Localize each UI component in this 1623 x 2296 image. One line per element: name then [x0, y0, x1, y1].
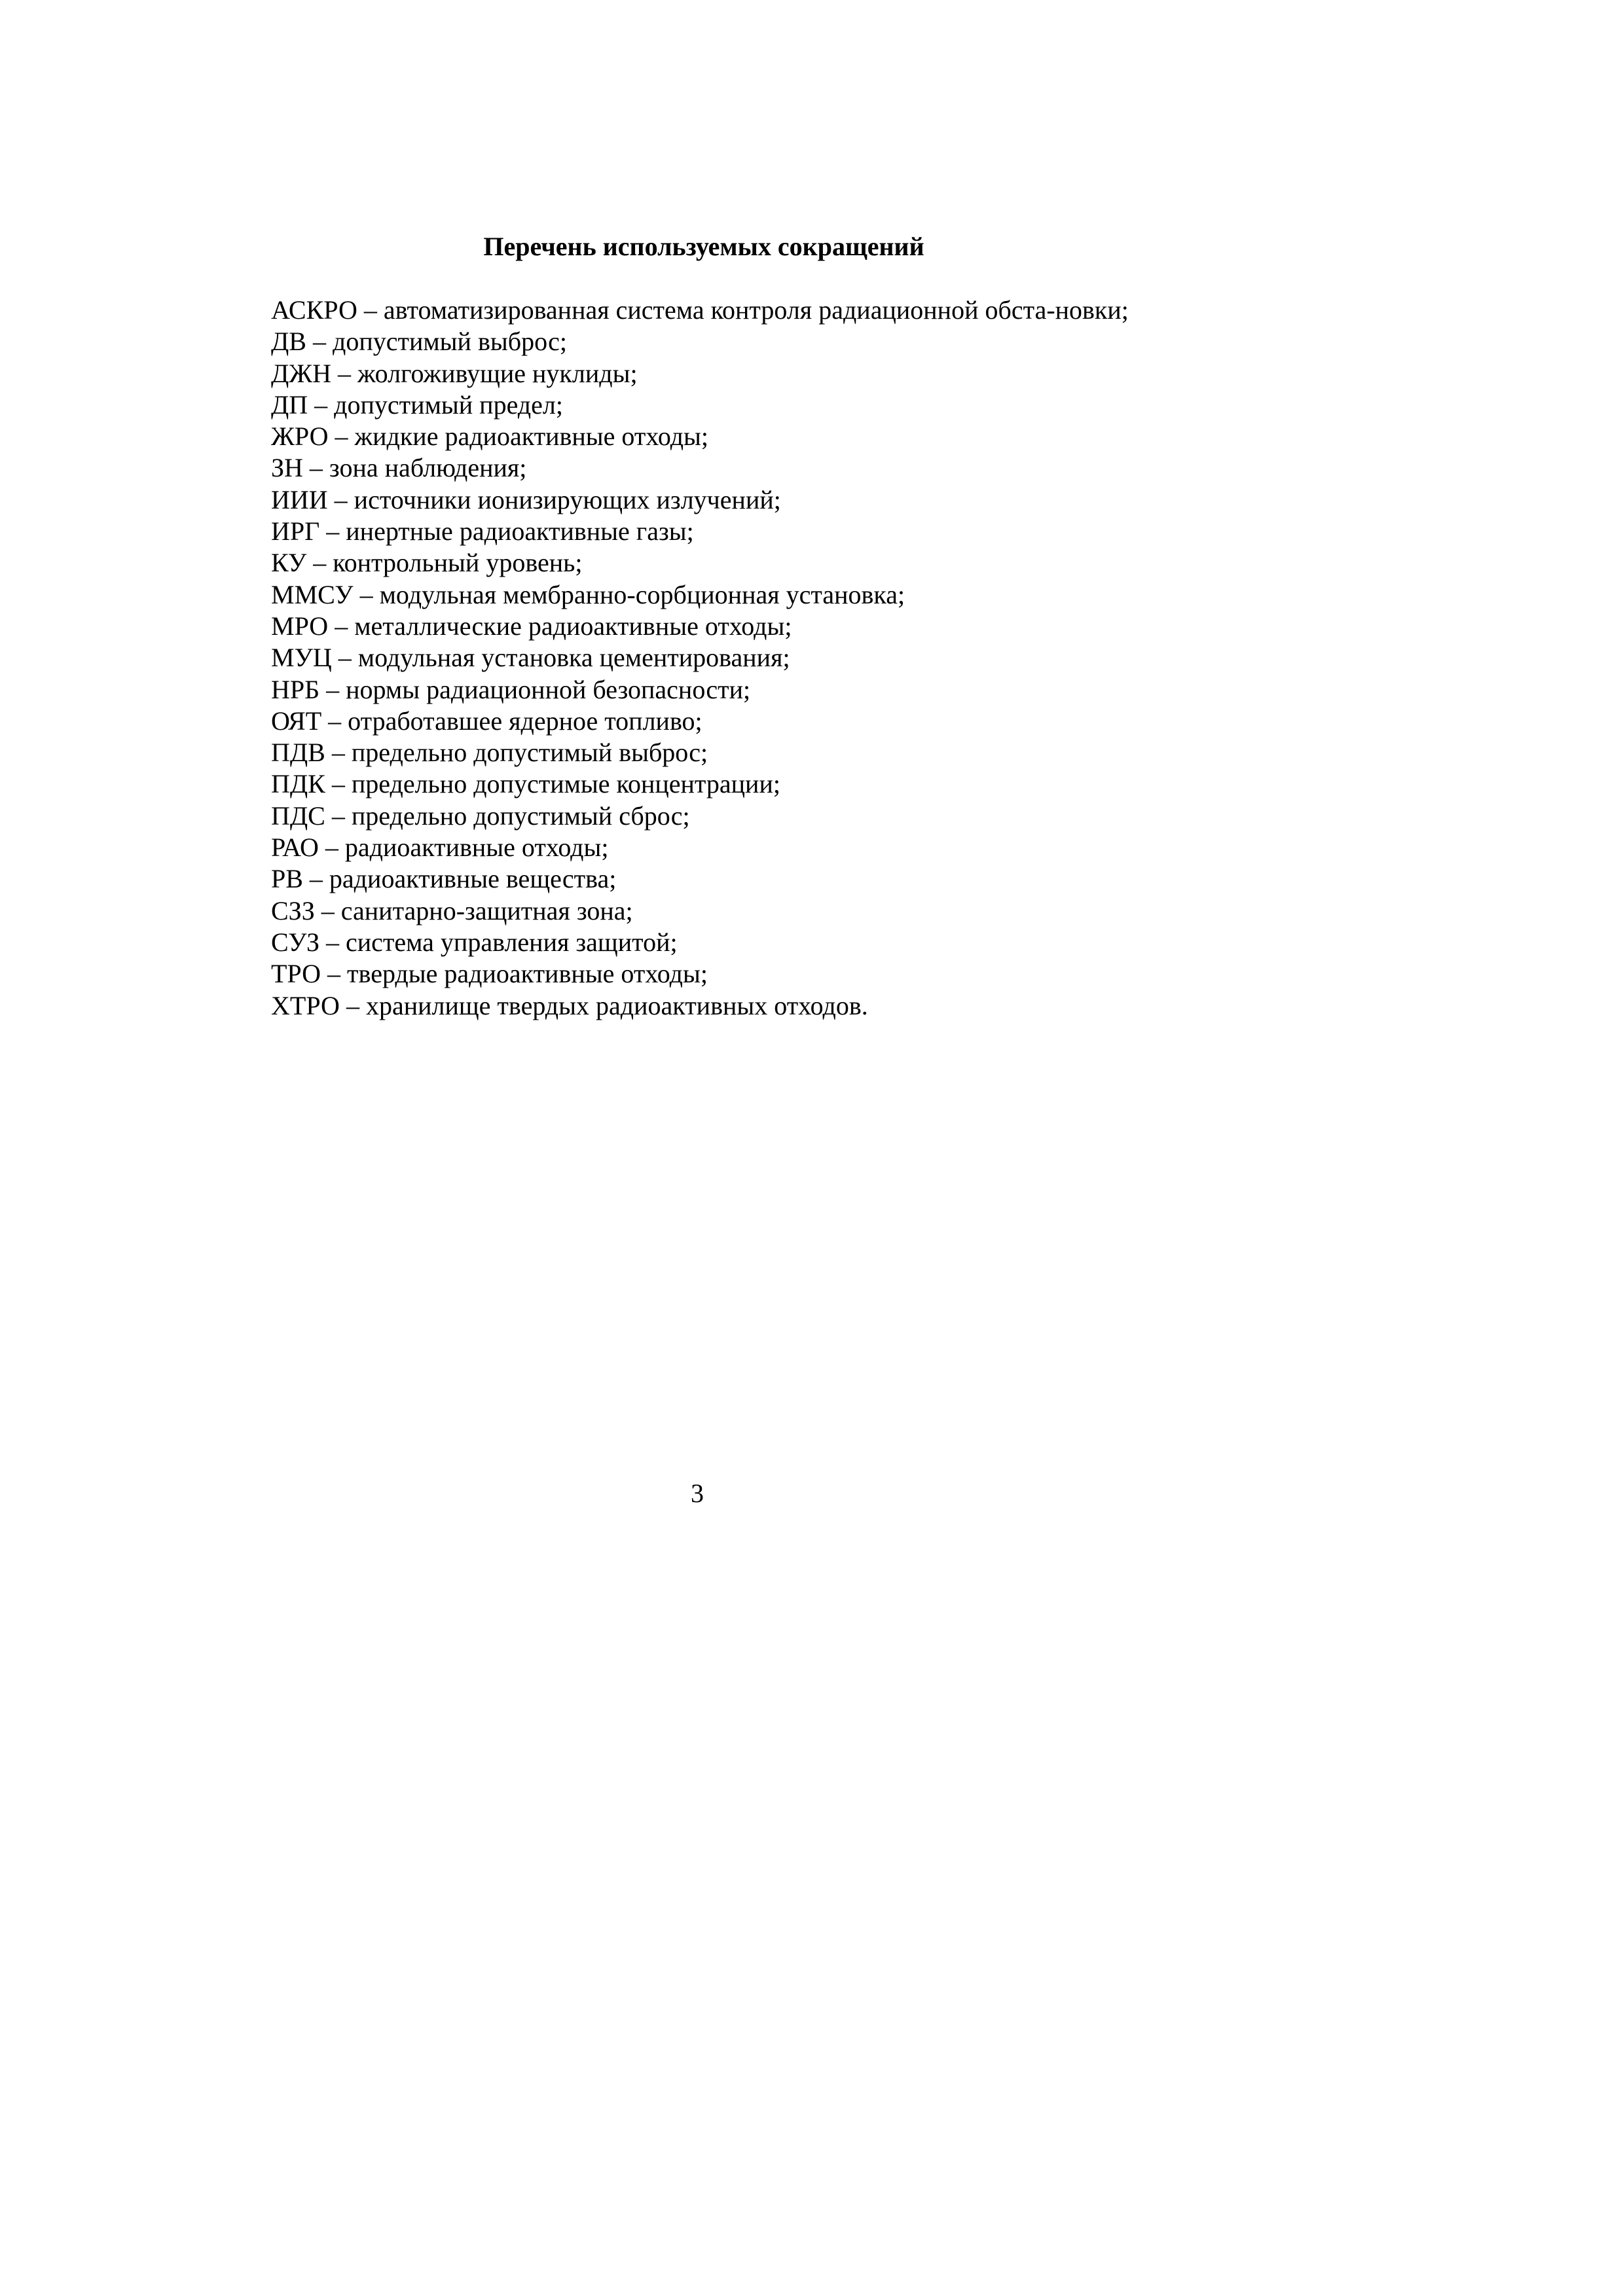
abbreviation-item: ОЯТ – отработавшее ядерное топливо;: [271, 706, 702, 736]
abbreviation-item: ПДК – предельно допустимые концентрации;: [271, 769, 780, 799]
abbreviation-item: ИРГ – инертные радиоактивные газы;: [271, 516, 694, 547]
abbreviation-list: [271, 295, 1129, 1022]
abbreviation-item: ПДС – предельно допустимый сброс;: [271, 800, 690, 831]
abbreviation-item: СЗЗ – санитарно-защитная зона;: [271, 895, 633, 925]
abbreviation-item: ДВ – допустимый выброс;: [271, 327, 567, 357]
abbreviation-item: РВ – радиоактивные вещества;: [271, 864, 617, 894]
abbreviation-item: ДП – допустимый предел;: [271, 389, 563, 420]
abbreviation-item: ТРО – твердые радиоактивные отходы;: [271, 959, 708, 989]
abbreviation-item: ММСУ – модульная мембранно-сорбционная установка;: [271, 579, 905, 609]
abbreviation-item: НРБ – нормы радиационной безопасности;: [271, 674, 751, 704]
abbreviation-item: АСКРО – автоматизированная система контроля радиационной обста-новки;: [271, 295, 1129, 325]
abbreviation-item: СУЗ – система управления защитой;: [271, 927, 678, 957]
abbreviation-item: ДЖН – жолгоживущие нуклиды;: [271, 358, 638, 388]
abbreviation-item: ЖРО – жидкие радиоактивные отходы;: [271, 422, 709, 452]
abbreviation-item: ИИИ – источники ионизирующих излучений;: [271, 484, 781, 514]
abbreviation-item: ХТРО – хранилище твердых радиоактивных отходов.: [271, 990, 868, 1020]
abbreviation-item: МУЦ – модульная установка цементирования;: [271, 643, 790, 673]
page-title: Перечень используемых сокращений: [483, 232, 924, 261]
abbreviation-item: МРО – металлические радиоактивные отходы;: [271, 611, 792, 641]
abbreviation-item: ПДВ – предельно допустимый выброс;: [271, 738, 708, 768]
abbreviation-item: РАО – радиоактивные отходы;: [271, 833, 609, 863]
page-number: 3: [691, 1479, 704, 1508]
abbreviation-item: КУ – контрольный уровень;: [271, 548, 583, 578]
abbreviation-item: ЗН – зона наблюдения;: [271, 453, 527, 483]
